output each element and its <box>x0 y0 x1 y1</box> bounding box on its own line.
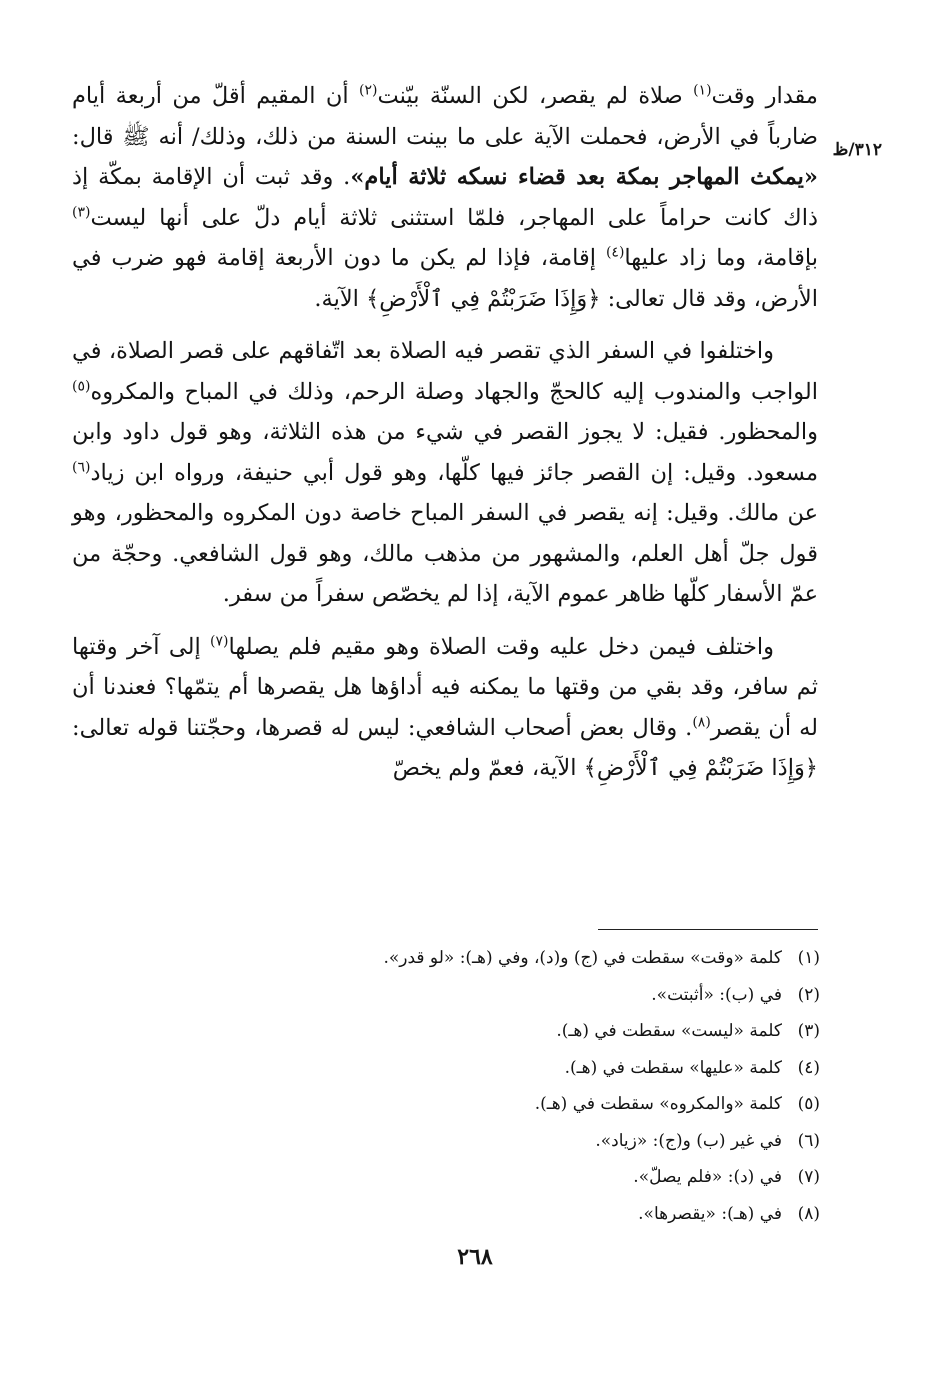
footnote-reference: (٧) <box>210 633 229 649</box>
footnote-number: (٤) <box>797 1057 820 1078</box>
footnote-item <box>100 977 820 1014</box>
manuscript-folio-marker: ٣١٢/ظ <box>832 140 882 160</box>
footnote-reference: (٤) <box>605 244 625 261</box>
footnote-text: في (هـ): «يقصرها». <box>638 1203 782 1224</box>
footnote-item <box>100 1159 820 1196</box>
hadith-quote: «يمكث المهاجر بمكة بعد قضاء نسكه ثلاثة أيام» <box>350 164 818 190</box>
paragraph-2 <box>72 331 818 615</box>
main-text-body <box>72 76 818 801</box>
text-run: عن مالك. وقيل: إنه يقصر في السفر المباح خاصة دون المكروه والمحظور، وهو قول جلّ أهل العلم، والمشهور من مذهب مالك، وهو قول الشافعي. وحجّة من عمّ الأسفار كلّها ظاهر عموم الآية، إذا لم يخصّص سفراً من سفر. <box>72 500 818 607</box>
footnote-reference: (٥) <box>72 378 91 394</box>
footnote-number: (٦) <box>797 1130 820 1151</box>
footnote-item <box>100 1086 820 1123</box>
footnote-reference: (٢) <box>359 82 378 99</box>
footnote-number: (٥) <box>797 1094 820 1114</box>
footnote-text: في غير (ب) و(ج): «زياد». <box>595 1130 782 1151</box>
footnote-item <box>100 1013 820 1050</box>
text-run: بإقامة، وما زاد عليها <box>624 245 818 271</box>
text-run: واختلف فيمن دخل عليه وقت الصلاة وهو مقيم فلم يصلها <box>228 633 775 660</box>
text-run: . وقال بعض أصحاب الشافعي: ليس له قصرها، وحجّتنا قوله تعالى: ﴿وَإِذَا ضَرَبْتُمْ فِي ٱلْأَرْضِ﴾ الآية، فعمّ ولم يخصّ <box>72 714 818 781</box>
footnote-number: (١) <box>797 948 820 968</box>
footnote-text: كلمة «وقت» سقطت في (ج) و(د)، وفي (هـ): «لو قدر». <box>383 948 782 968</box>
text-run: صلاة لم يقصر، لكن السنّة بيّنت <box>377 83 694 109</box>
footnote-separator <box>598 929 818 930</box>
footnote-number: (٢) <box>797 984 820 1005</box>
text-run: إلى آخر وقتها ثم سافر، وقد بقي من وقتها ما يمكنه فيه أداؤها هل يقصرها أم يتمّها؟ فعندنا أن له أن يقصر <box>72 633 818 741</box>
footnote-reference: (١) <box>693 82 712 99</box>
footnote-text: كلمة «والمكروه» سقطت في (هـ). <box>534 1094 782 1114</box>
footnote-text: في (د): «فلم يصلّ». <box>633 1167 782 1187</box>
footnote-number: (٨) <box>797 1203 820 1224</box>
paragraph-1 <box>72 76 818 319</box>
footnote-reference: (٦) <box>72 459 91 475</box>
footnote-item <box>100 1050 820 1087</box>
text-run: . وقد ثبت أن الإقامة بمكّة إذ ذاك كانت حراماً على المهاجر، فلمّا استثنى ثلاثة أيام دلّ على أنها ليست <box>72 164 818 231</box>
footnote-text: في (ب): «أثبتت». <box>651 984 782 1005</box>
text-run: مقدار وقت <box>711 83 818 109</box>
footnote-number: (٣) <box>797 1021 820 1041</box>
footnote-reference: (٣) <box>72 204 91 220</box>
text-run: إقامة، فإذا لم يكن ما دون الأربعة إقامة فهو ضرب في الأرض، وقد قال تعالى: ﴿وَإِذَا ضَرَبْتُمْ فِي ٱلْأَرْضِ﴾ الآية. <box>72 245 818 312</box>
footnotes-list <box>100 940 820 1232</box>
text-run: أن المقيم أقلّ من أربعة أيام ضارباً في الأرض، فحملت الآية على ما بينت السنة من ذلك، وذلك/ أنه ﷺ قال: <box>72 83 818 150</box>
footnote-item <box>100 1123 820 1160</box>
footnote-item <box>100 940 820 977</box>
page-number: ٢٦٨ <box>457 1244 493 1270</box>
footnote-reference: (٨) <box>692 714 711 730</box>
text-run: واختلفوا في السفر الذي تقصر فيه الصلاة بعد اتّفاقهم على قصر الصلاة، في الواجب والمندوب إليه كالحجّ والجهاد وصلة الرحم، وذلك في المباح والمكروه <box>72 338 818 405</box>
footnote-text: كلمة «عليها» سقطت في (هـ). <box>564 1057 782 1078</box>
footnote-text: كلمة «ليست» سقطت في (هـ). <box>556 1021 782 1041</box>
text-run: والمحظور. فقيل: لا يجوز القصر في شيء من هذه الثلاثة، وهو قول داود وابن مسعود. وقيل: إن القصر جائز فيها كلّها، وهو قول أبي حنيفة، ورواه ابن زياد <box>72 419 818 486</box>
footnote-number: (٧) <box>797 1167 820 1187</box>
footnote-item <box>100 1196 820 1233</box>
paragraph-3 <box>72 627 818 789</box>
